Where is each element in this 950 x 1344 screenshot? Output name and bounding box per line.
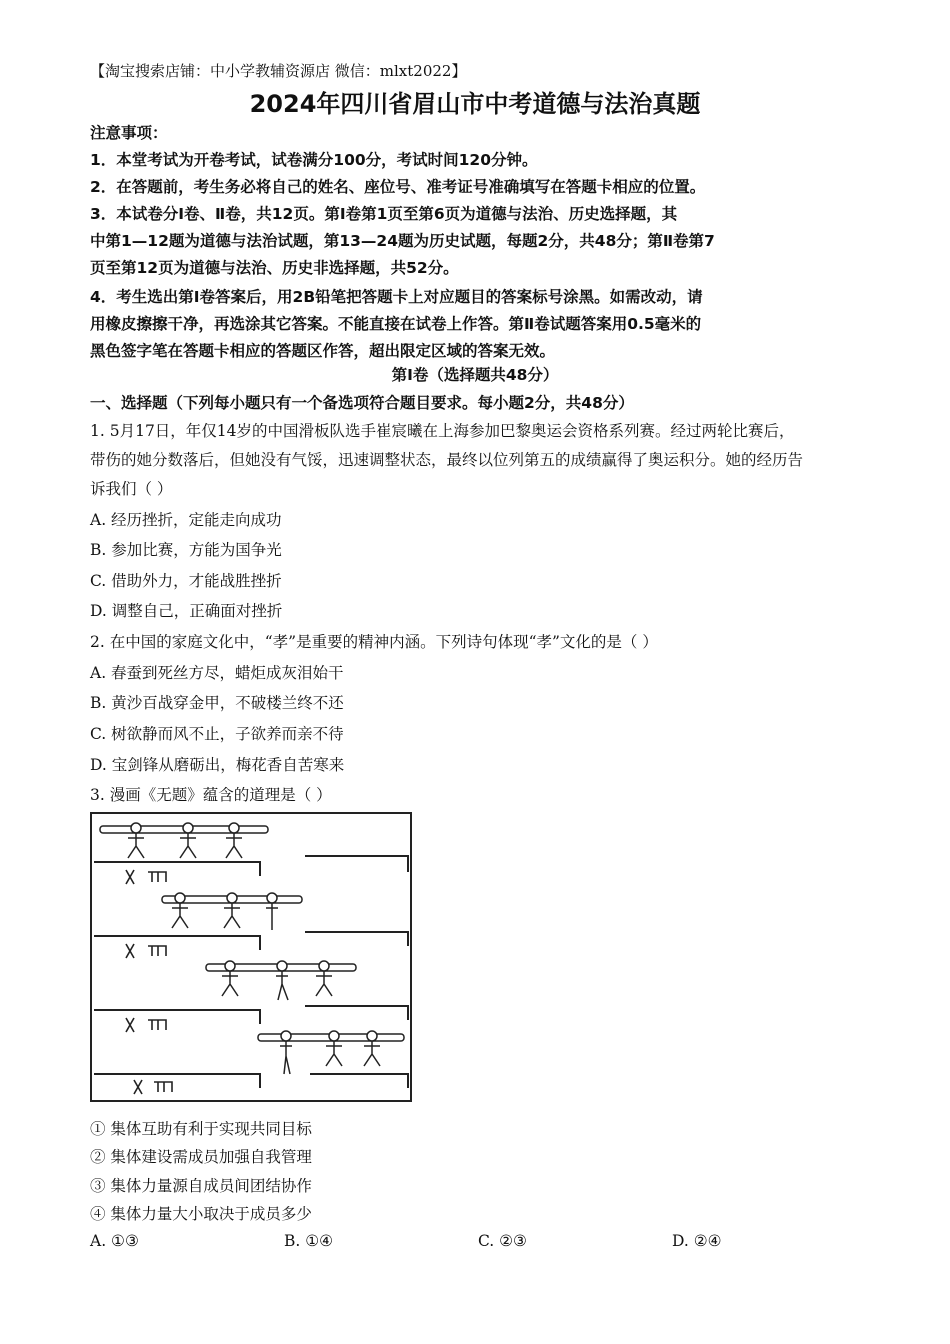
notice-line: 中第1—12题为道德与法治试题，第13—24题为历史试题，每题2分，共48分；第Ⅱ卷第7 — [90, 232, 715, 250]
notice-line: 4．考生选出第Ⅰ卷答案后，用2B铅笔把答题卡上对应题目的答案标号涂黑。如需改动，请 — [90, 288, 703, 306]
q3-option-b: B. ①④ — [284, 1232, 334, 1250]
q3-statement-1: ① 集体互助有利于实现共同目标 — [90, 1120, 312, 1138]
notice-line: 页至第12页为道德与法治、历史非选择题，共52分。 — [90, 259, 459, 277]
q1-option-a: A. 经历挫折，定能走向成功 — [90, 511, 282, 529]
q1-option-c: C. 借助外力，才能战胜挫折 — [90, 572, 282, 590]
q2-option-b: B. 黄沙百战穿金甲，不破楼兰终不还 — [90, 694, 344, 712]
notice-heading: 注意事项： — [90, 124, 168, 142]
q2-option-d: D. 宝剑锋从磨砺出，梅花香自苦寒来 — [90, 756, 345, 774]
exam-title: 2024年四川省眉山市中考道德与法治真题 — [249, 90, 701, 118]
q1-stem: 带伤的她分数落后，但她没有气馁，迅速调整状态，最终以位列第五的成绩赢得了奥运积分。她的经历告 — [90, 451, 804, 469]
q2-option-c: C. 树欲静而风不止，子欲养而亲不待 — [90, 725, 344, 743]
q3-statement-2: ② 集体建设需成员加强自我管理 — [90, 1148, 312, 1166]
q3-stem: 3. 漫画《无题》蕴含的道理是（ ） — [90, 786, 332, 804]
part-title: 第Ⅰ卷（选择题共48分） — [391, 366, 559, 384]
notice-line: 3．本试卷分Ⅰ卷、Ⅱ卷，共12页。第Ⅰ卷第1页至第6页为道德与法治、历史选择题，其 — [90, 205, 678, 223]
q1-stem: 诉我们（ ） — [90, 480, 173, 498]
q2-option-a: A. 春蚕到死丝方尽，蜡炬成灰泪始干 — [90, 664, 344, 682]
q1-option-b: B. 参加比赛，方能为国争光 — [90, 541, 282, 559]
q3-statement-4: ④ 集体力量大小取决于成员多少 — [90, 1205, 312, 1223]
q3-option-c: C. ②③ — [478, 1232, 527, 1250]
q1-stem: 1. 5月17日，年仅14岁的中国滑板队选手崔宸曦在上海参加巴黎奥运会资格系列赛。经过两轮比赛后， — [90, 422, 795, 440]
notice-line: 2．在答题前，考生务必将自己的姓名、座位号、准考证号准确填写在答题卡相应的位置。 — [90, 178, 706, 196]
q3-option-d: D. ②④ — [672, 1232, 722, 1250]
cartoon-image — [90, 812, 412, 1102]
notice-line: 黑色签字笔在答题卡相应的答题区作答，超出限定区域的答案无效。 — [90, 342, 556, 360]
q1-option-d: D. 调整自己，正确面对挫折 — [90, 602, 283, 620]
section-title: 一、选择题（下列每小题只有一个备选项符合题目要求。每小题2分，共48分） — [90, 394, 634, 412]
q3-statement-3: ③ 集体力量源自成员间团结协作 — [90, 1177, 312, 1195]
q3-option-a: A. ①③ — [90, 1232, 139, 1250]
q3-options — [90, 1232, 850, 1254]
q2-stem: 2. 在中国的家庭文化中，“孝”是重要的精神内涵。下列诗句体现“孝”文化的是（ ） — [90, 633, 658, 651]
shop-note: 【淘宝搜索店铺：中小学教辅资源店 微信：mlxt2022】 — [90, 62, 467, 80]
notice-line: 用橡皮擦擦干净，再选涂其它答案。不能直接在试卷上作答。第Ⅱ卷试题答案用0.5毫米的 — [90, 315, 702, 333]
notice-line: 1．本堂考试为开卷考试，试卷满分100分，考试时间120分钟。 — [90, 151, 538, 169]
